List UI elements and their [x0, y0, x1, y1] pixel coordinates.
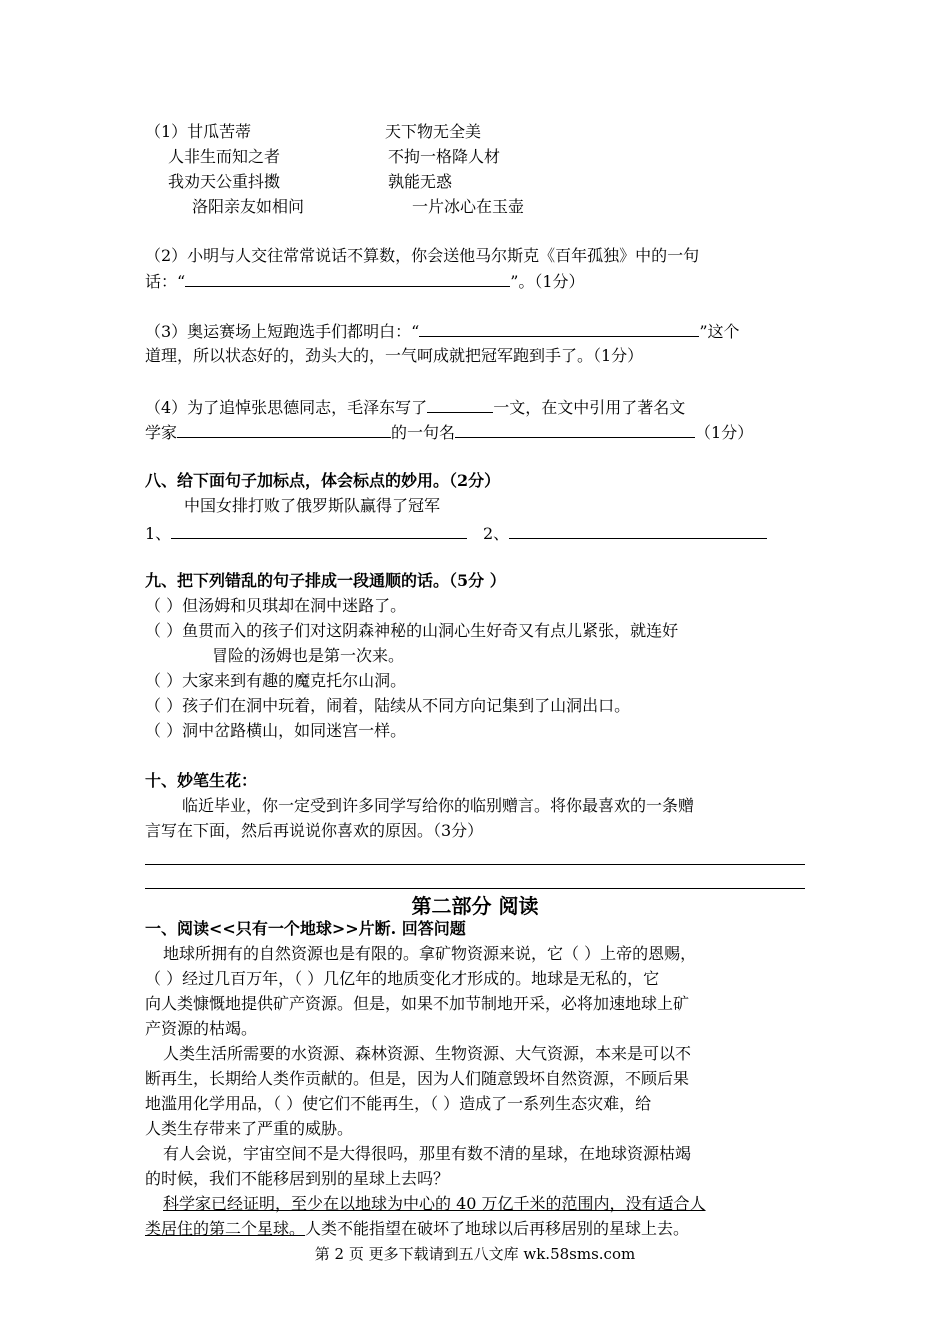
question-2-line2 [145, 270, 585, 293]
part-2-title: 第二部分 阅读 [411, 894, 539, 918]
idiom-right-4: 一片冰心在玉壶 [412, 197, 525, 216]
reading-underlined-sentence-end: 类居住的第二个星球。 [145, 1219, 306, 1238]
q4-suffix2: （1分） [695, 423, 754, 442]
answer-label-2: 2、 [483, 524, 510, 543]
question-2-line1: （2）小明与人交往常常说话不算数，你会送他马尔斯克《百年孤独》中的一句 [145, 246, 700, 265]
ordering-item-3: （ ）大家来到有趣的魔克托尔山洞。 [145, 671, 407, 690]
question-4-line2 [145, 421, 753, 444]
q4-middle2: 的一句名 [391, 423, 456, 442]
reading-line-8: 人类生存带来了严重的威胁。 [145, 1119, 354, 1138]
q2-prefix: 话：“ [145, 272, 186, 291]
reading-line-9: 有人会说，宇宙空间不是大得很吗，那里有数不清的星球，在地球资源枯竭 [163, 1144, 692, 1163]
answer-label-1: 1、 [145, 524, 172, 543]
reading-line-7: 地滥用化学用品，（ ）使它们不能再生，（ ）造成了一系列生态灾难，给 [145, 1094, 652, 1113]
question-4-line1 [145, 396, 685, 419]
answer-blank-8-1[interactable] [171, 522, 467, 539]
idiom-left-2: 人非生而知之者 [168, 147, 281, 166]
reading-line-6: 断再生，长期给人类作贡献的。但是，因为人们随意毁坏自然资源，不顾后果 [145, 1069, 690, 1088]
idiom-right-2: 不拘一格降人材 [388, 147, 501, 166]
reading-last-line-tail: 人类不能指望在破坏了地球以后再移居别的星球上去。 [305, 1219, 690, 1238]
reading-line-1: 地球所拥有的自然资源也是有限的。拿矿物资源来说，它（ ）上帝的恩赐， [163, 944, 697, 963]
reading-last-line [145, 1218, 689, 1240]
idiom-right-1: 天下物无全美 [385, 122, 482, 141]
reading-line-4: 产资源的枯竭。 [145, 1019, 258, 1038]
ordering-item-1: （ ）但汤姆和贝琪却在洞中迷路了。 [145, 596, 407, 615]
page-footer: 第 2 页 更多下载请到五八文库 wk.58sms.com [314, 1245, 636, 1263]
q4-prefix2: 学家 [145, 423, 178, 442]
answer-blank-8-2[interactable] [509, 522, 767, 539]
q3-suffix: ”这个 [699, 322, 740, 341]
idiom-right-3: 孰能无惑 [388, 172, 453, 191]
ordering-item-2-cont: 冒险的汤姆也是第一次来。 [212, 646, 405, 665]
q2-suffix: ”。（1分） [510, 272, 585, 291]
q3-prefix: （3）奥运赛场上短跑选手们都明白：“ [145, 322, 420, 341]
q4-prefix: （4）为了追悼张思德同志，毛泽东写了 [145, 398, 428, 417]
section-8-heading: 八、给下面句子加标点，体会标点的妙用。（2分） [145, 471, 501, 490]
ordering-item-2: （ ）鱼贯而入的孩子们对这阴森神秘的山洞心生好奇又有点儿紧张，就连好 [145, 621, 679, 640]
answer-blank-q2[interactable] [185, 270, 510, 287]
ordering-item-4: （ ）孩子们在洞中玩着，闹着，陆续从不同方向记集到了山洞出口。 [145, 696, 631, 715]
idiom-left-4: 洛阳亲友如相问 [192, 197, 305, 216]
section-10-prompt-1: 临近毕业，你一定受到许多同学写给你的临别赠言。将你最喜欢的一条赠 [182, 796, 695, 815]
reading-line-2: （ ）经过几百万年，（ ）几亿年的地质变化才形成的。地球是无私的，它 [145, 969, 660, 988]
reading-line-10: 的时候，我们不能移居到别的星球上去吗？ [145, 1169, 450, 1188]
answer-blank-q3[interactable] [419, 320, 699, 337]
section-10-heading: 十、妙笔生花： [145, 771, 258, 790]
reading-line-3: 向人类慷慨地提供矿产资源。但是，如果不加节制地开采，必将加速地球上矿 [145, 994, 690, 1013]
question-3-line1 [145, 320, 740, 343]
answer-line-1[interactable] [145, 864, 805, 865]
section-8-answer-2 [483, 522, 767, 545]
answer-blank-q4-quote[interactable] [455, 421, 695, 438]
idiom-left-1: （1）甘瓜苦蒂 [145, 122, 252, 141]
ordering-item-5: （ ）洞中岔路横山，如同迷宫一样。 [145, 721, 407, 740]
section-8-sentence: 中国女排打败了俄罗斯队赢得了冠军 [184, 496, 441, 515]
section-10-prompt-2: 言写在下面，然后再说说你喜欢的原因。（3分） [145, 821, 484, 840]
section-9-heading: 九、把下列错乱的句子排成一段通顺的话。（5分 ） [145, 571, 506, 590]
reading-heading: 一、阅读<<只有一个地球>>片断. 回答问题 [145, 919, 466, 938]
answer-blank-q4-title[interactable] [427, 396, 493, 413]
reading-line-5: 人类生活所需要的水资源、森林资源、生物资源、大气资源，本来是可以不 [163, 1044, 692, 1063]
reading-underlined-sentence: 科学家已经证明，至少在以地球为中心的 40 万亿千米的范围内，没有适合人 [163, 1194, 706, 1213]
section-8-answer-1 [145, 522, 467, 545]
q4-middle: 一文，在文中引用了著名文 [493, 398, 686, 417]
idiom-left-3: 我劝天公重抖擞 [168, 172, 281, 191]
answer-blank-q4-author[interactable] [177, 421, 391, 438]
question-3-line2: 道理，所以状态好的，劲头大的，一气呵成就把冠军跑到手了。（1分） [145, 346, 644, 365]
answer-line-2[interactable] [145, 888, 805, 889]
